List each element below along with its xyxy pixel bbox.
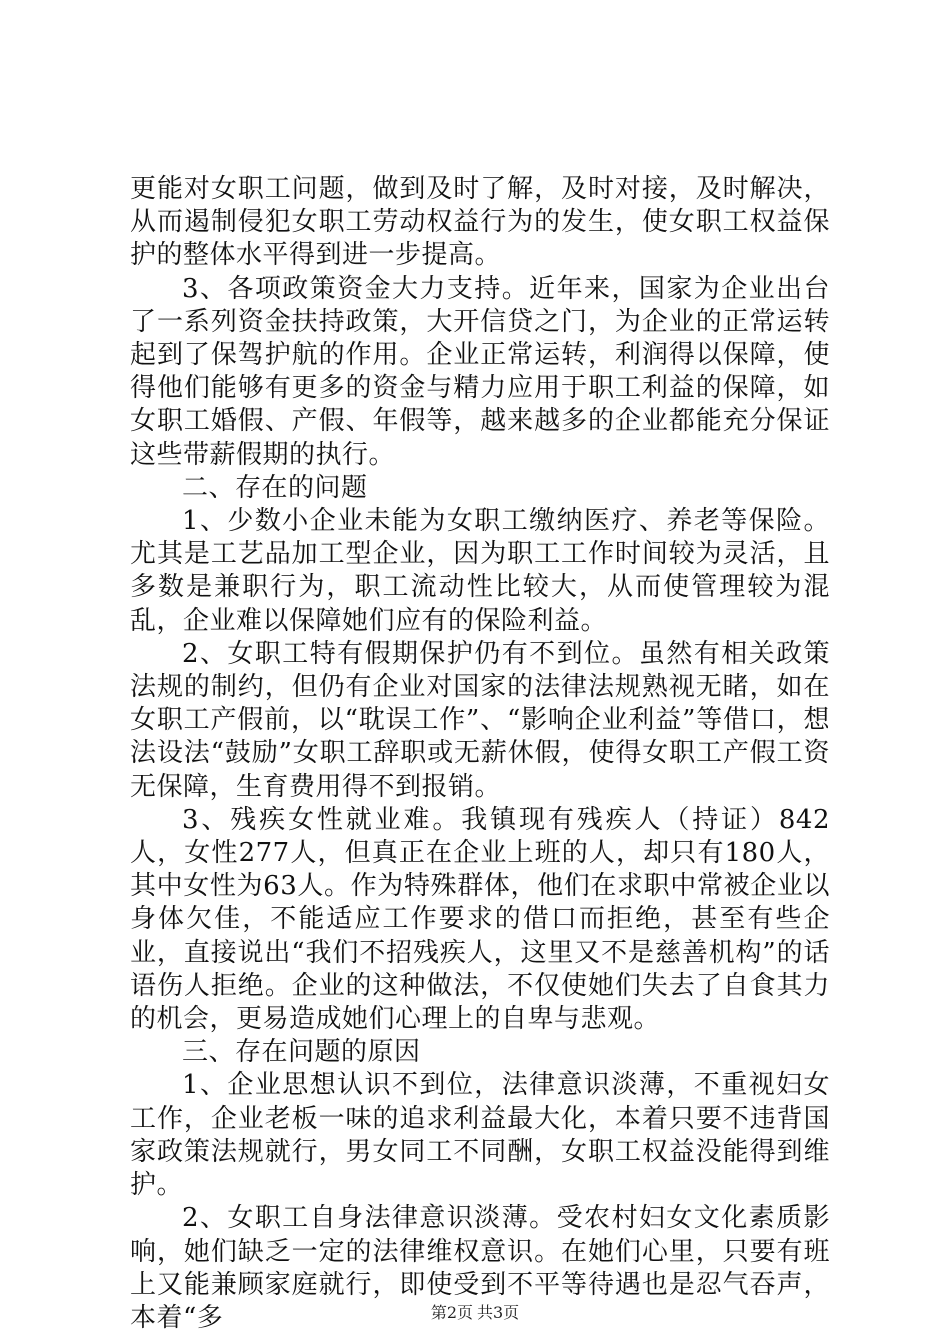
section-heading-causes: 三、存在问题的原因 <box>182 1037 421 1068</box>
page-total: 共3页 <box>477 1303 520 1322</box>
paragraph-continuation: 更能对女职工问题，做到及时了解，及时对接，及时解决，从而遏制侵犯女职工劳动权益行为的发生，使女职工权益保护的整体水平得到进一步提高。 <box>130 174 830 271</box>
paragraph-enterprise-awareness: 1、企业思想认识不到位，法律意识淡薄，不重视妇女工作，企业老板一味的追求利益最大化，本着只要不违背国家政策法规就行，男女同工不同酬，女职工权益没能得到维护。 <box>130 1070 830 1201</box>
paragraph-policy-funding: 3、各项政策资金大力支持。近年来，国家为企业出台了一系列资金扶持政策，大开信贷之门，为企业的正常运转起到了保驾护航的作用。企业正常运转，利润得以保障，使得他们能够有更多的资金与精力应用于职工利益的保障，如女职工婚假、产假、年假等，越来越多的企业都能充分保证这些带薪假期的执行。 <box>130 273 830 470</box>
section-heading-problems: 二、存在的问题 <box>182 472 368 503</box>
paragraph-legal-awareness: 2、女职工自身法律意识淡薄。受农村妇女文化素质影响，她们缺乏一定的法律维权意识。在她们心里，只要有班上又能兼顾家庭就行，即使受到不平等待遇也是忍气吞声，本着“多 <box>130 1203 830 1333</box>
paragraph-leave-protection: 2、女职工特有假期保护仍有不到位。虽然有相关政策法规的制约，但仍有企业对国家的法律法规熟视无睹，如在女职工产假前，以“耽误工作”、“影响企业利益”等借口，想法设法“鼓励”女职工辞职或无薪休假，使得女职工产假工资无保障，生育费用得不到报销。 <box>130 638 830 802</box>
document-body <box>130 173 830 1335</box>
paragraph-insurance: 1、少数小企业未能为女职工缴纳医疗、养老等保险。尤其是工艺品加工型企业，因为职工工作时间较为灵活，且多数是兼职行为，职工流动性比较大，从而使管理较为混乱，企业难以保障她们应有的保险利益。 <box>130 506 830 636</box>
page-number: 第2页 <box>430 1303 473 1322</box>
paragraph-disabled-employment: 3、残疾女性就业难。我镇现有残疾人（持证）842人，女性277人，但真正在企业上班的人，却只有180人，其中女性为63人。作为特殊群体，他们在求职中常被企业以身体欠佳，不能适应工作要求的借口而拒绝，甚至有些企业，直接说出“我们不招残疾人，这里又不是慈善机构”的话语伤人拒绝。企业的这种做法，不仅使她们失去了自食其力的机会，更易造成她们心理上的自卑与悲观。 <box>130 804 830 1035</box>
page-footer <box>0 1300 950 1323</box>
